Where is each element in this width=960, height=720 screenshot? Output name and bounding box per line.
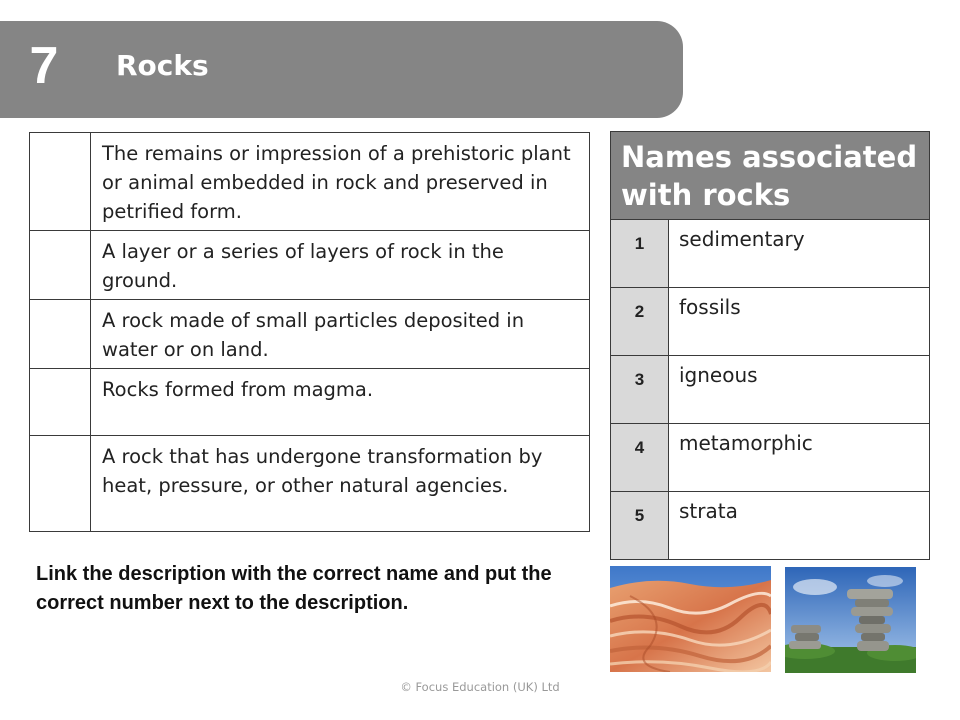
description-text: A rock that has undergone transformation by heat, pressure, or other natural agencies.: [91, 436, 590, 532]
name-number: 2: [611, 288, 669, 355]
answer-cell[interactable]: [30, 436, 91, 532]
rock-stack-image: [785, 567, 916, 673]
slide-number: 7: [29, 37, 59, 95]
page-title: Rocks: [116, 49, 209, 82]
answer-cell[interactable]: [30, 133, 91, 231]
copyright-footer: © Focus Education (UK) Ltd: [400, 680, 560, 694]
description-text: A layer or a series of layers of rock in the ground.: [91, 231, 590, 300]
answer-cell[interactable]: [30, 300, 91, 369]
name-number: 4: [611, 424, 669, 491]
names-row: [611, 219, 929, 287]
name-word: fossils: [679, 295, 741, 319]
sandstone-image: [610, 566, 771, 672]
rock-stack-photo: [785, 567, 916, 673]
names-table-title: Names associated with rocks: [611, 132, 929, 219]
description-table: [29, 132, 590, 532]
title-banner: [0, 21, 683, 118]
names-row: [611, 355, 929, 423]
sandstone-photo: [610, 566, 771, 672]
name-word: igneous: [679, 363, 758, 387]
name-number: 1: [611, 220, 669, 287]
description-text: A rock made of small particles deposited in water or on land.: [91, 300, 590, 369]
answer-cell[interactable]: [30, 231, 91, 300]
instruction-text: Link the description with the correct name and put the correct number next to the description.: [36, 563, 552, 614]
table-row: [30, 436, 590, 532]
name-number: 5: [611, 492, 669, 559]
name-number: 3: [611, 356, 669, 423]
table-row: [30, 231, 590, 300]
names-table: [610, 131, 930, 560]
names-row: [611, 491, 929, 559]
table-row: [30, 300, 590, 369]
name-word: metamorphic: [679, 431, 813, 455]
name-word: sedimentary: [679, 227, 805, 251]
names-row: [611, 287, 929, 355]
description-text: Rocks formed from magma.: [91, 369, 590, 436]
table-row: [30, 369, 590, 436]
table-row: [30, 133, 590, 231]
description-text: The remains or impression of a prehistoric plant or animal embedded in rock and preserved in petrified form.: [91, 133, 590, 231]
answer-cell[interactable]: [30, 369, 91, 436]
name-word: strata: [679, 499, 738, 523]
names-row: [611, 423, 929, 491]
